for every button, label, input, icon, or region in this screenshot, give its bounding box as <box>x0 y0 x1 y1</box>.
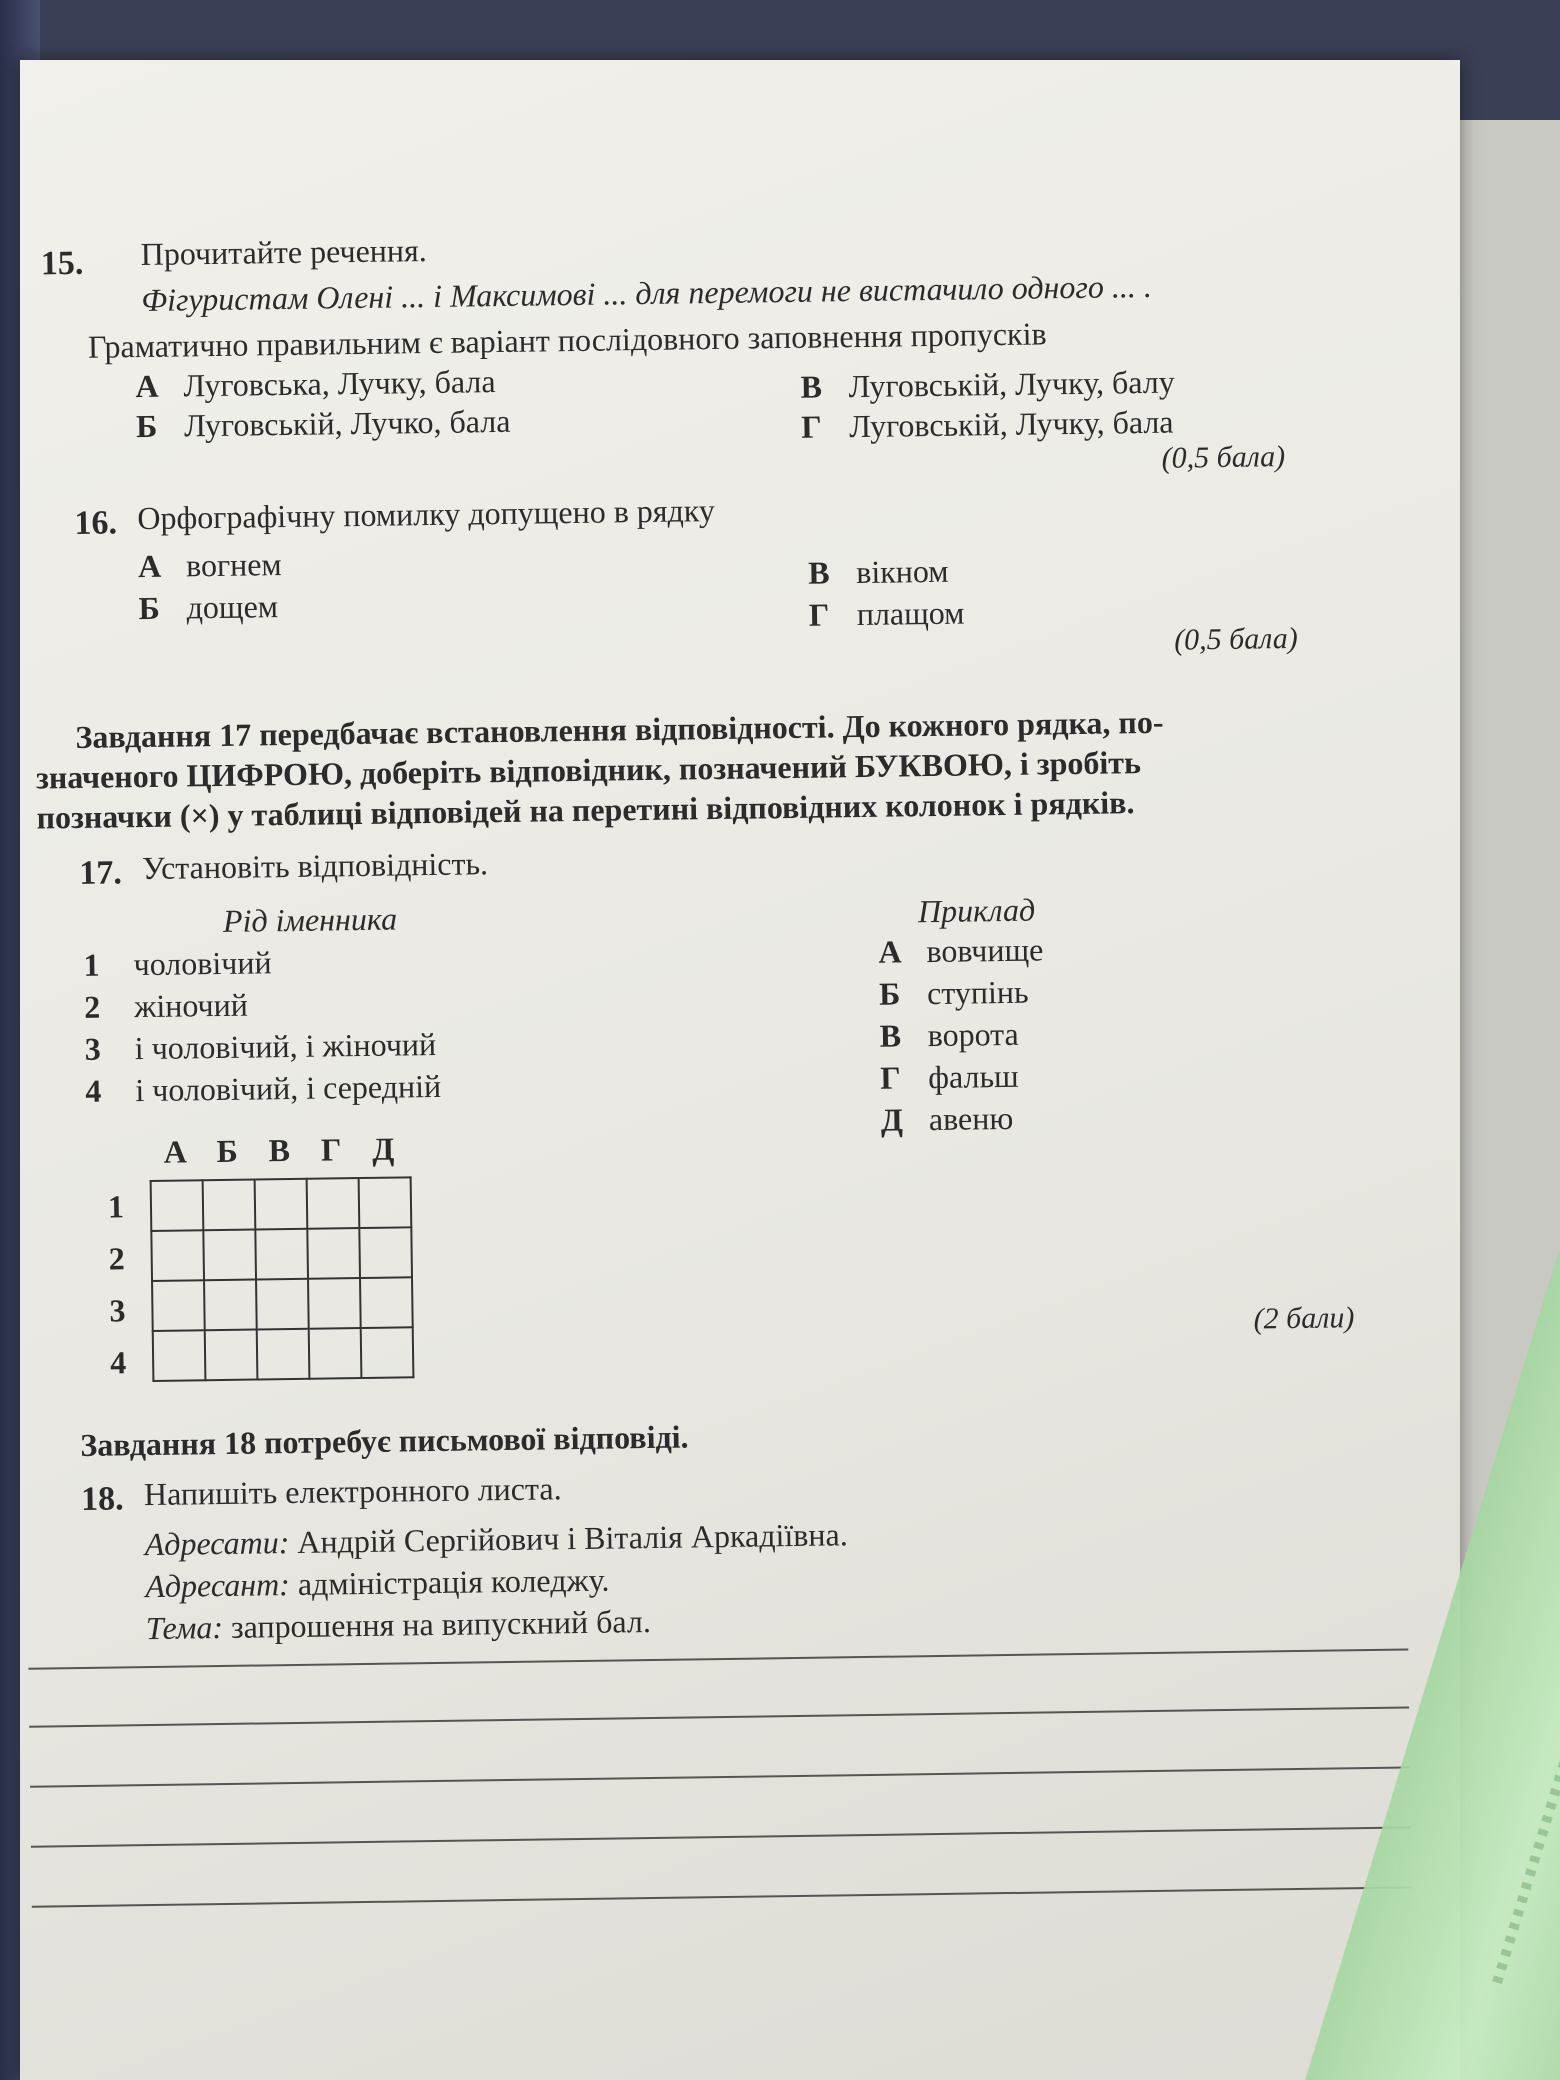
q17-left-item-3 <box>85 1026 437 1068</box>
grid-cell[interactable] <box>360 1277 413 1328</box>
q17-right-item-v <box>879 1016 1019 1055</box>
item-text: і чоловічий, і жіночий <box>134 1025 437 1067</box>
option-letter: В <box>800 368 823 405</box>
sender-value: адміністрація коледжу. <box>297 1561 610 1602</box>
q15-option-a[interactable] <box>135 363 496 405</box>
worksheet-page <box>20 60 1460 2080</box>
option-text: дощем <box>186 588 279 626</box>
q17-points: (2 бали) <box>1253 1301 1355 1336</box>
addressees-value: Андрій Сергійович і Віталія Аркадіївна. <box>297 1516 848 1560</box>
q16-option-v[interactable] <box>808 553 949 592</box>
grid-cell[interactable] <box>257 1329 310 1380</box>
grid-cell[interactable] <box>151 1180 204 1231</box>
grid-cell[interactable] <box>309 1328 362 1379</box>
option-text: вікном <box>855 552 949 591</box>
q17-question: Установіть відповідність. <box>142 845 489 887</box>
item-number: 2 <box>83 988 101 1025</box>
answer-line[interactable] <box>32 1886 1412 1907</box>
q18-question: Напишіть електронного листа. <box>143 1470 562 1513</box>
grid-row-headers <box>108 1180 127 1388</box>
option-text: фальш <box>928 1057 1019 1096</box>
grid-cell[interactable] <box>255 1229 308 1280</box>
q15-number: 15. <box>40 244 84 283</box>
grid-cell[interactable] <box>205 1329 258 1380</box>
topic-label: Тема: <box>145 1608 224 1647</box>
grid-col-a: А <box>163 1133 188 1170</box>
q17-left-item-1 <box>83 944 271 984</box>
option-text: вовчище <box>926 931 1044 970</box>
option-letter: В <box>879 1017 902 1054</box>
instruction-17-line3: позначки (×) у таблиці відповідей на перетині відповідних колонок і рядків. <box>36 784 1135 836</box>
grid-cell[interactable] <box>151 1230 204 1281</box>
grid-row-3: 3 <box>109 1292 126 1329</box>
option-text: плащом <box>856 594 965 633</box>
answer-grid <box>150 1176 415 1382</box>
item-text: і чоловічий, і середній <box>135 1067 442 1109</box>
option-letter: Б <box>135 407 158 445</box>
q15-prompt: Прочитайте речення. <box>140 232 427 273</box>
option-text: Луговська, Лучку, бала <box>183 363 496 404</box>
option-letter: А <box>135 367 159 405</box>
option-letter: А <box>878 933 902 970</box>
item-text: чоловічий <box>133 944 272 983</box>
grid-row-1: 1 <box>107 1188 125 1225</box>
q16-option-b[interactable] <box>138 588 278 627</box>
q17-right-item-g <box>880 1058 1019 1097</box>
q16-option-a[interactable] <box>138 546 282 585</box>
instruction-17-line2: значеного ЦИФРОЮ, доберіть відповідник, позначений БУКВОЮ, і зробіть <box>35 744 1142 796</box>
grid-cell[interactable] <box>359 1227 412 1278</box>
q17-right-item-a <box>878 931 1043 970</box>
q17-right-header: Приклад <box>917 891 1036 930</box>
q17-right-item-b <box>879 974 1029 1013</box>
grid-col-b: Б <box>216 1132 239 1170</box>
option-text: авеню <box>928 1099 1014 1138</box>
q18-number: 18. <box>80 1480 124 1518</box>
answer-line[interactable] <box>28 1648 1408 1669</box>
q18-topic <box>146 1603 651 1647</box>
grid-row-4: 4 <box>109 1344 127 1381</box>
grid-row-2: 2 <box>108 1240 125 1277</box>
topic-value: запрошення на випускний бал. <box>230 1603 652 1645</box>
q15-option-v[interactable] <box>800 364 1175 406</box>
grid-cell[interactable] <box>256 1279 309 1330</box>
item-number: 1 <box>83 946 100 983</box>
option-text: ступінь <box>926 973 1029 1012</box>
option-letter: Б <box>138 589 161 627</box>
option-text: вогнем <box>185 546 282 584</box>
grid-cell[interactable] <box>361 1327 414 1378</box>
grid-cell[interactable] <box>153 1330 206 1381</box>
instruction-17-line1: Завдання 17 передбачає встановлення відповідності. До кожного рядка, по- <box>75 703 1164 755</box>
q17-left-item-4 <box>85 1068 441 1110</box>
sender-label: Адресант: <box>145 1566 291 1605</box>
answer-line[interactable] <box>31 1826 1411 1847</box>
addressees-label: Адресати: <box>144 1524 290 1563</box>
q18-addressees <box>144 1516 847 1563</box>
option-letter: Б <box>878 975 901 1012</box>
item-number: 4 <box>85 1072 102 1109</box>
grid-cell[interactable] <box>204 1279 257 1330</box>
grid-cell[interactable] <box>359 1177 412 1228</box>
q16-option-g[interactable] <box>809 595 965 634</box>
q15-points: (0,5 бала) <box>1161 440 1286 475</box>
option-text: Луговській, Лучко, бала <box>183 402 511 444</box>
grid-cell[interactable] <box>203 1230 256 1281</box>
option-letter: В <box>807 554 830 591</box>
grid-col-v: В <box>268 1132 291 1169</box>
q15-question: Граматично правильним є варіант послідовного заповнення пропусків <box>87 315 1047 365</box>
grid-cell[interactable] <box>203 1180 256 1231</box>
q16-number: 16. <box>74 504 118 542</box>
grid-cell[interactable] <box>307 1228 360 1279</box>
grid-cell[interactable] <box>255 1179 308 1230</box>
option-letter: Г <box>808 596 830 633</box>
option-text: Луговській, Лучку, балу <box>848 363 1175 405</box>
page-content <box>6 50 1474 2080</box>
option-letter: А <box>137 547 162 585</box>
answer-line[interactable] <box>30 1766 1410 1787</box>
q17-right-item-d <box>881 1100 1014 1139</box>
grid-cell[interactable] <box>152 1280 205 1331</box>
option-text: Луговській, Лучку, бала <box>848 403 1174 445</box>
grid-cell[interactable] <box>308 1278 361 1329</box>
option-letter: Д <box>880 1101 904 1138</box>
q15-option-b[interactable] <box>136 403 511 445</box>
item-number: 3 <box>84 1030 102 1067</box>
q15-option-g[interactable] <box>801 404 1174 446</box>
item-text: жіночий <box>133 986 249 1025</box>
q17-left-item-2 <box>84 987 248 1026</box>
grid-cell[interactable] <box>307 1178 360 1229</box>
q17-left-header: Рід іменника <box>222 900 398 939</box>
option-text: ворота <box>927 1015 1019 1054</box>
grid-col-d: Д <box>371 1130 395 1167</box>
q16-question: Орфографічну помилку допущено в рядку <box>137 492 716 537</box>
grid-column-headers <box>149 1130 409 1171</box>
q18-sender <box>145 1562 610 1605</box>
grid-col-g: Г <box>320 1131 342 1168</box>
q15-sentence: Фігуристам Олені ... і Максимові ... для перемоги не вистачило одного ... . <box>141 267 1153 319</box>
instruction-18: Завдання 18 потребує письмової відповіді. <box>80 1418 689 1463</box>
option-letter: Г <box>880 1059 901 1096</box>
q17-number: 17. <box>79 854 123 892</box>
q16-points: (0,5 бала) <box>1173 621 1298 657</box>
option-letter: Г <box>800 408 822 445</box>
answer-line[interactable] <box>29 1706 1409 1727</box>
